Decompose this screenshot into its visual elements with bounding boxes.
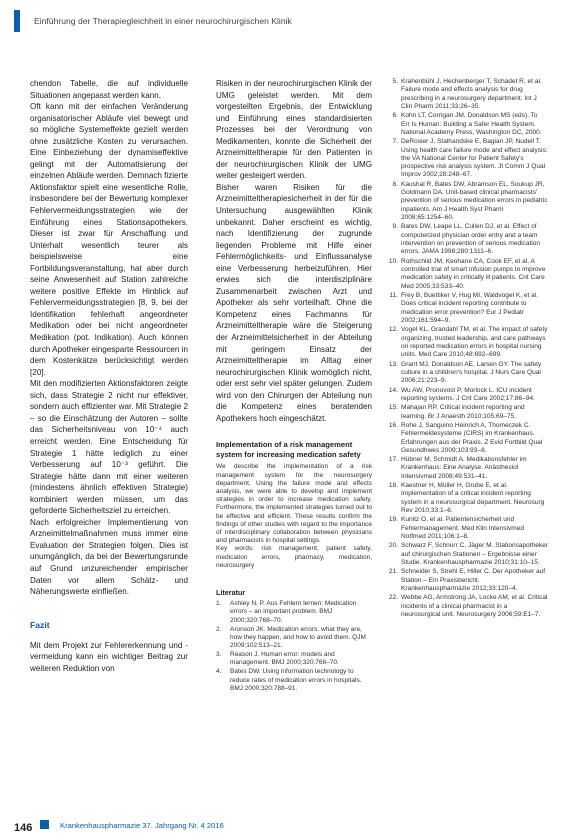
body-paragraph: Mit den modifizierten Aktionsfaktoren zeigte sich, dass Strategie 2 nicht nur effektiver, sondern auch effizienter war. Mit Strategie 2 – so die Einschätzung der Autoren – sollte das Sicherheitsniveau von 10⁻⁴ auch erreicht werden. Eine Entscheidung für Strategie 1 hätte lediglich zu einer Verbesserung auf 10⁻³ geführt. Die Strategie hätte dann mit einer weiteren (mindestens ähnlich effektiven Strategie) kombiniert werden müssen, um das geforderte Sicherheitsziel zu erreichen. <box>30 379 188 516</box>
reference-item <box>384 404 548 421</box>
reference-text: Bates DW, Leape LL, Cullen DJ, et al. Effect of computerized physician order entry and a team intervention on prevention of serious medication errors. JAMA 1998;280:1311–6. <box>401 223 541 256</box>
header-accent-bar <box>14 10 20 32</box>
reference-number: 10. <box>388 257 398 265</box>
reference-item <box>384 258 548 291</box>
body-paragraph: Oft kann mit der einfachen Veränderung organisatorischer Abläufe viel bewegt und so mögliche Systemeffekte gezielt werden ohne zusätzliche Kosten zu verursachen. Eine Einbeziehung der dynamiseffektive gelingt mit der Automatisierung der einzelnen Abläufe werden. Demnach fizierte Aktionsfaktor spielt eine wesentliche Rolle, insbesondere bei der Bewertung komplexer Fehlervermeidungsstrategien wie der Einführung eines Stationsapothekers. Dieser ist zwar für Anschaffung und Unterhalt wesentlich teurer als beispielsweise eine Fortbildungsveranstaltung, hat aber durch seine Anwesenheit auf Station zahlreiche weitere positive Effekte im Hinblick auf Fehlervermeidungsstrategien [8, 9, bei der Identifikation fehlerhaft angeordneter Medikation oder bei nicht angeordneter Medikation (pot. Indikation). Auch können durch Apotheker eingesparte Ressourcen in dem Kostenkätze berücksichtigt werden [20]. <box>30 102 188 377</box>
reference-item <box>384 542 548 567</box>
reference-text: Kaestner H, Müller H, Grube E, et al. Implementation of a critical incident reporting system in a neurosurgical department. Neurosurg Rev 2010;33:1–6. <box>401 482 545 515</box>
reference-item <box>384 387 548 404</box>
reference-item <box>384 482 548 515</box>
reference-number: 18. <box>388 482 398 490</box>
literature-item: 2. Aronson JK. Medication errors: what they are, how they happen, and how to avoid them. QJM 2009;102:513–21. <box>216 625 366 650</box>
reference-list <box>384 78 548 619</box>
reference-text: Vogel KL, Grandahl TM, et al. The impact of safety organizing, trusted leadership, and care pathways on reported medication errors in hospital nursing units. Med Care 2010;48:692–699. <box>401 326 548 359</box>
english-summary-heading: Implementation of a risk management system for increasing medication safety <box>216 440 361 460</box>
english-summary-body: We describe the implementation of a risk management system for the neurosurgery department. Using the failure mode and effects analysis, we were able to develop and implement strategies in order to increase medication safety. Furthermore, the implemented strategies turned out to be effective and efficient. These results confirm the findings of other studies with regard to the importance of interdisciplinary collaboration between physicians and pharmacists in hospital settings. <box>216 463 372 545</box>
body-paragraph: Bisher waren Risiken für die Arzneimitteltherapiesicherheit in der für die Untersuchung ausgewählten Klinik unbekannt. Daher erscheint es wichtig, nach Identifizierung der zugrunde liegenden Probleme mit Hilfe einer Fehlermöglichkeits- und Einflussanalyse eine Verbesserung herbeizuführen. Hier erwies sich die interdisziplinäre Zusammenarbeit zwischen Arzt und Apotheker als sehr vorteilhaft. Ohne die Kompetenz eines Fachmanns für Arzneimitteltherapie wäre die Steigerung der Arzneimittelsicherheit in der Abteilung mit geringem Einsatz der Arzneimitteltherapie im Alltag einer neurochirurgischen Klinik womöglich nicht, oder erst sehr viel später gelungen. Zudem wird von den Chirurgen der Abteilung nun die Kompetenz eines beratenden Apothekers hoch eingeschätzt. <box>216 182 372 423</box>
fazit-paragraph: Mit dem Projekt zur Fehlererkennung und -vermeidung kann ein wichtiger Beitrag zur weiteren Reduktion von <box>30 640 188 673</box>
page-number: 146 <box>14 822 33 834</box>
reference-item <box>384 292 548 325</box>
footer-accent-square <box>40 820 49 829</box>
reference-number: 17. <box>388 456 398 464</box>
reference-item <box>384 568 548 593</box>
english-keywords: Key words: risk management, patient safety, medication errors, pharmacy, medication, neurosurgery <box>216 545 372 569</box>
reference-item <box>384 223 548 256</box>
reference-text: Schneider S, Strehl E, Hiller C. Der Apotheker auf Station – Ein Praxisbericht. Krankenhauspharmazie 2012;33:120–4. <box>401 568 546 593</box>
reference-number: 14. <box>388 386 398 394</box>
reference-text: Wu AW, Pronovost P, Morlock L. ICU incident reporting systems. J Crit Care 2002;17:86–94. <box>401 386 535 402</box>
reference-text: Webbe AG, Armstrong JA, Locke AM, et al. Critical incidents of a clinical pharmacist in a neurosurgical unit. Neurosurgery 2006;59:E1–7. <box>401 594 548 618</box>
literature-item: 3. Reason J. Human error: models and management. BMJ 2000;320:768–70. <box>216 651 339 667</box>
column-left <box>30 78 188 674</box>
reference-text: Schwarz F, Schnurr C, Jäger M. Stationsapotheker auf chirurgischen Stationen – Ergebnisse einer Studie. Krankenhauspharmazie 2010;31:10–15. <box>401 542 549 567</box>
reference-number: 22. <box>388 594 398 602</box>
reference-item <box>384 456 548 481</box>
reference-number: 9. <box>392 223 398 231</box>
body-paragraph: chendon Tabelle, die auf individuelle Situationen angepasst werden kann. <box>30 79 188 100</box>
reference-number: 20. <box>388 542 398 550</box>
reference-number: 21. <box>388 568 398 576</box>
reference-number: 15. <box>388 404 398 412</box>
reference-text: Frey B, Buettiker V, Hug MI, Waldvogel K, et al. Does critical incident reporting contribute to medication error prevention? Eur J Pediatr 2002;161:594–9. <box>401 291 539 324</box>
reference-text: Rohe J, Sanguino Heinrich A, Thomeczek C. Fehlermeldesysteme (CIRS) im Krankenhaus. Erfahrungen aus der Praxis. Z Evid Fortbild Qual Gesundhwes 2009;103:93–8. <box>401 421 543 454</box>
reference-text: Kohn LT, Corrigan JM, Donaldson MS (eds). To Err Is Human: Building a Safer Health System. National Academy Press, Washington DC, 2000. <box>401 112 542 136</box>
reference-item <box>384 326 548 359</box>
reference-number: 5. <box>392 78 398 85</box>
running-head: Einführung der Therapiegleichheit in einer neurochirurgischen Klinik <box>34 16 292 26</box>
reference-number: 12. <box>388 326 398 334</box>
reference-text: Mahajan RP. Critical incident reporting and learning. Br J Anaesth 2010;105:69–75. <box>401 404 525 420</box>
reference-number: 11. <box>389 291 398 299</box>
reference-text: Kaushal R, Bates DW, Abramson EL, Soukup JR, Goldmann DA. Unit-based clinical pharmacists' prevention of serious medication errors in pediatric inpatients. Am J Health Syst Pharm 2008;65:1254–60. <box>401 180 548 222</box>
reference-item <box>384 181 548 222</box>
literature-item: 1. Ashley N. P. Aus Fehlern lernen: Medication errors – an important problem. BMJ 2000;320:768–70. <box>216 600 357 624</box>
reference-number: 19. <box>388 516 398 524</box>
reference-item <box>384 422 548 455</box>
reference-item <box>384 112 548 137</box>
reference-text: Krahenbühl J, Hechenberger T, Schadet R, et al. Failure mode and effects analysis for drug prescribing in a neurosurgery department. Int J Clin Pharm 2011;33:26–35. <box>401 78 542 110</box>
reference-number: 13. <box>388 360 398 368</box>
literature-heading: Literatur <box>216 588 246 598</box>
reference-item <box>384 516 548 541</box>
body-paragraph: Risiken in der neurochirurgischen Klinik der UMG geleistet werden. Mit dem vorgestellten Ergebnis, der Entwicklung und Einführung eines standardisierten Prozesses bei der Verordnung von Medikamenten, konnte die Sicherheit der Arzneimitteltherapie für den Patienten in der neurochirurgischen Klinik der UMG weiter gesteigert werden. <box>216 79 372 181</box>
column-middle <box>216 78 372 694</box>
reference-text: Kunitz O, et al. Patientensicherheit und Fehlermanagement. Med Klin Intensivmed Notfmed 2011;106:1–8. <box>401 516 524 541</box>
reference-text: Rothschild JM, Keohane CA, Cook EF, et al. A controlled trial of smart infusion pumps to improve medication safety in critically ill patients. Crit Care Med 2005;33:533–40. <box>401 257 546 290</box>
reference-text: DeRosier J, Stalhandske E, Bagian JP, Nudell T. Using health care failure mode and effect analysis: the VA National Center for Patient Safety's prospective risk analysis system. Jt Comm J Qual Improv 2002;28:248–67. <box>401 138 548 179</box>
body-paragraph: Nach erfolgreicher Implementierung von Arzneimittelmaßnahmen muss immer eine Evaluation der Strategien folgen. Dies ist unumgänglich, da bei der Bewertungsrunde auf Grund unzureichender empirischer Daten vor allem Schätz- und Näherungswerte einfließen. <box>30 517 188 597</box>
column-right-references <box>384 78 548 620</box>
reference-item <box>384 361 548 386</box>
reference-item <box>384 78 548 111</box>
reference-number: 16. <box>388 421 398 429</box>
reference-text: Grant MJ, Donaldson AE, Larsen GY. The safety culture in a children's hospital. J Nurs Care Qual 2006;21:223–9. <box>401 360 542 385</box>
journal-name: Krankenhauspharmazie 37. Jahrgang Nr. 4 2016 <box>60 821 224 830</box>
reference-number: 7. <box>392 138 398 146</box>
reference-text: Hübner M, Schmidt A. Medikationsfehler im Krankenhaus: Eine Analyse. Anästhesiol Intensivmed 2008;49:531–41. <box>401 456 527 480</box>
literature-list <box>216 600 372 693</box>
reference-item <box>384 138 548 179</box>
reference-number: 6. <box>392 112 398 120</box>
section-heading-fazit: Fazit <box>30 619 50 630</box>
footer <box>14 818 32 836</box>
literature-item: 4. Bates DW. Using information technology to reduce rates of medication errors in hospitals. BMJ 2000;320:788–91. <box>216 668 362 692</box>
reference-item <box>384 594 548 619</box>
reference-number: 8. <box>392 180 398 188</box>
